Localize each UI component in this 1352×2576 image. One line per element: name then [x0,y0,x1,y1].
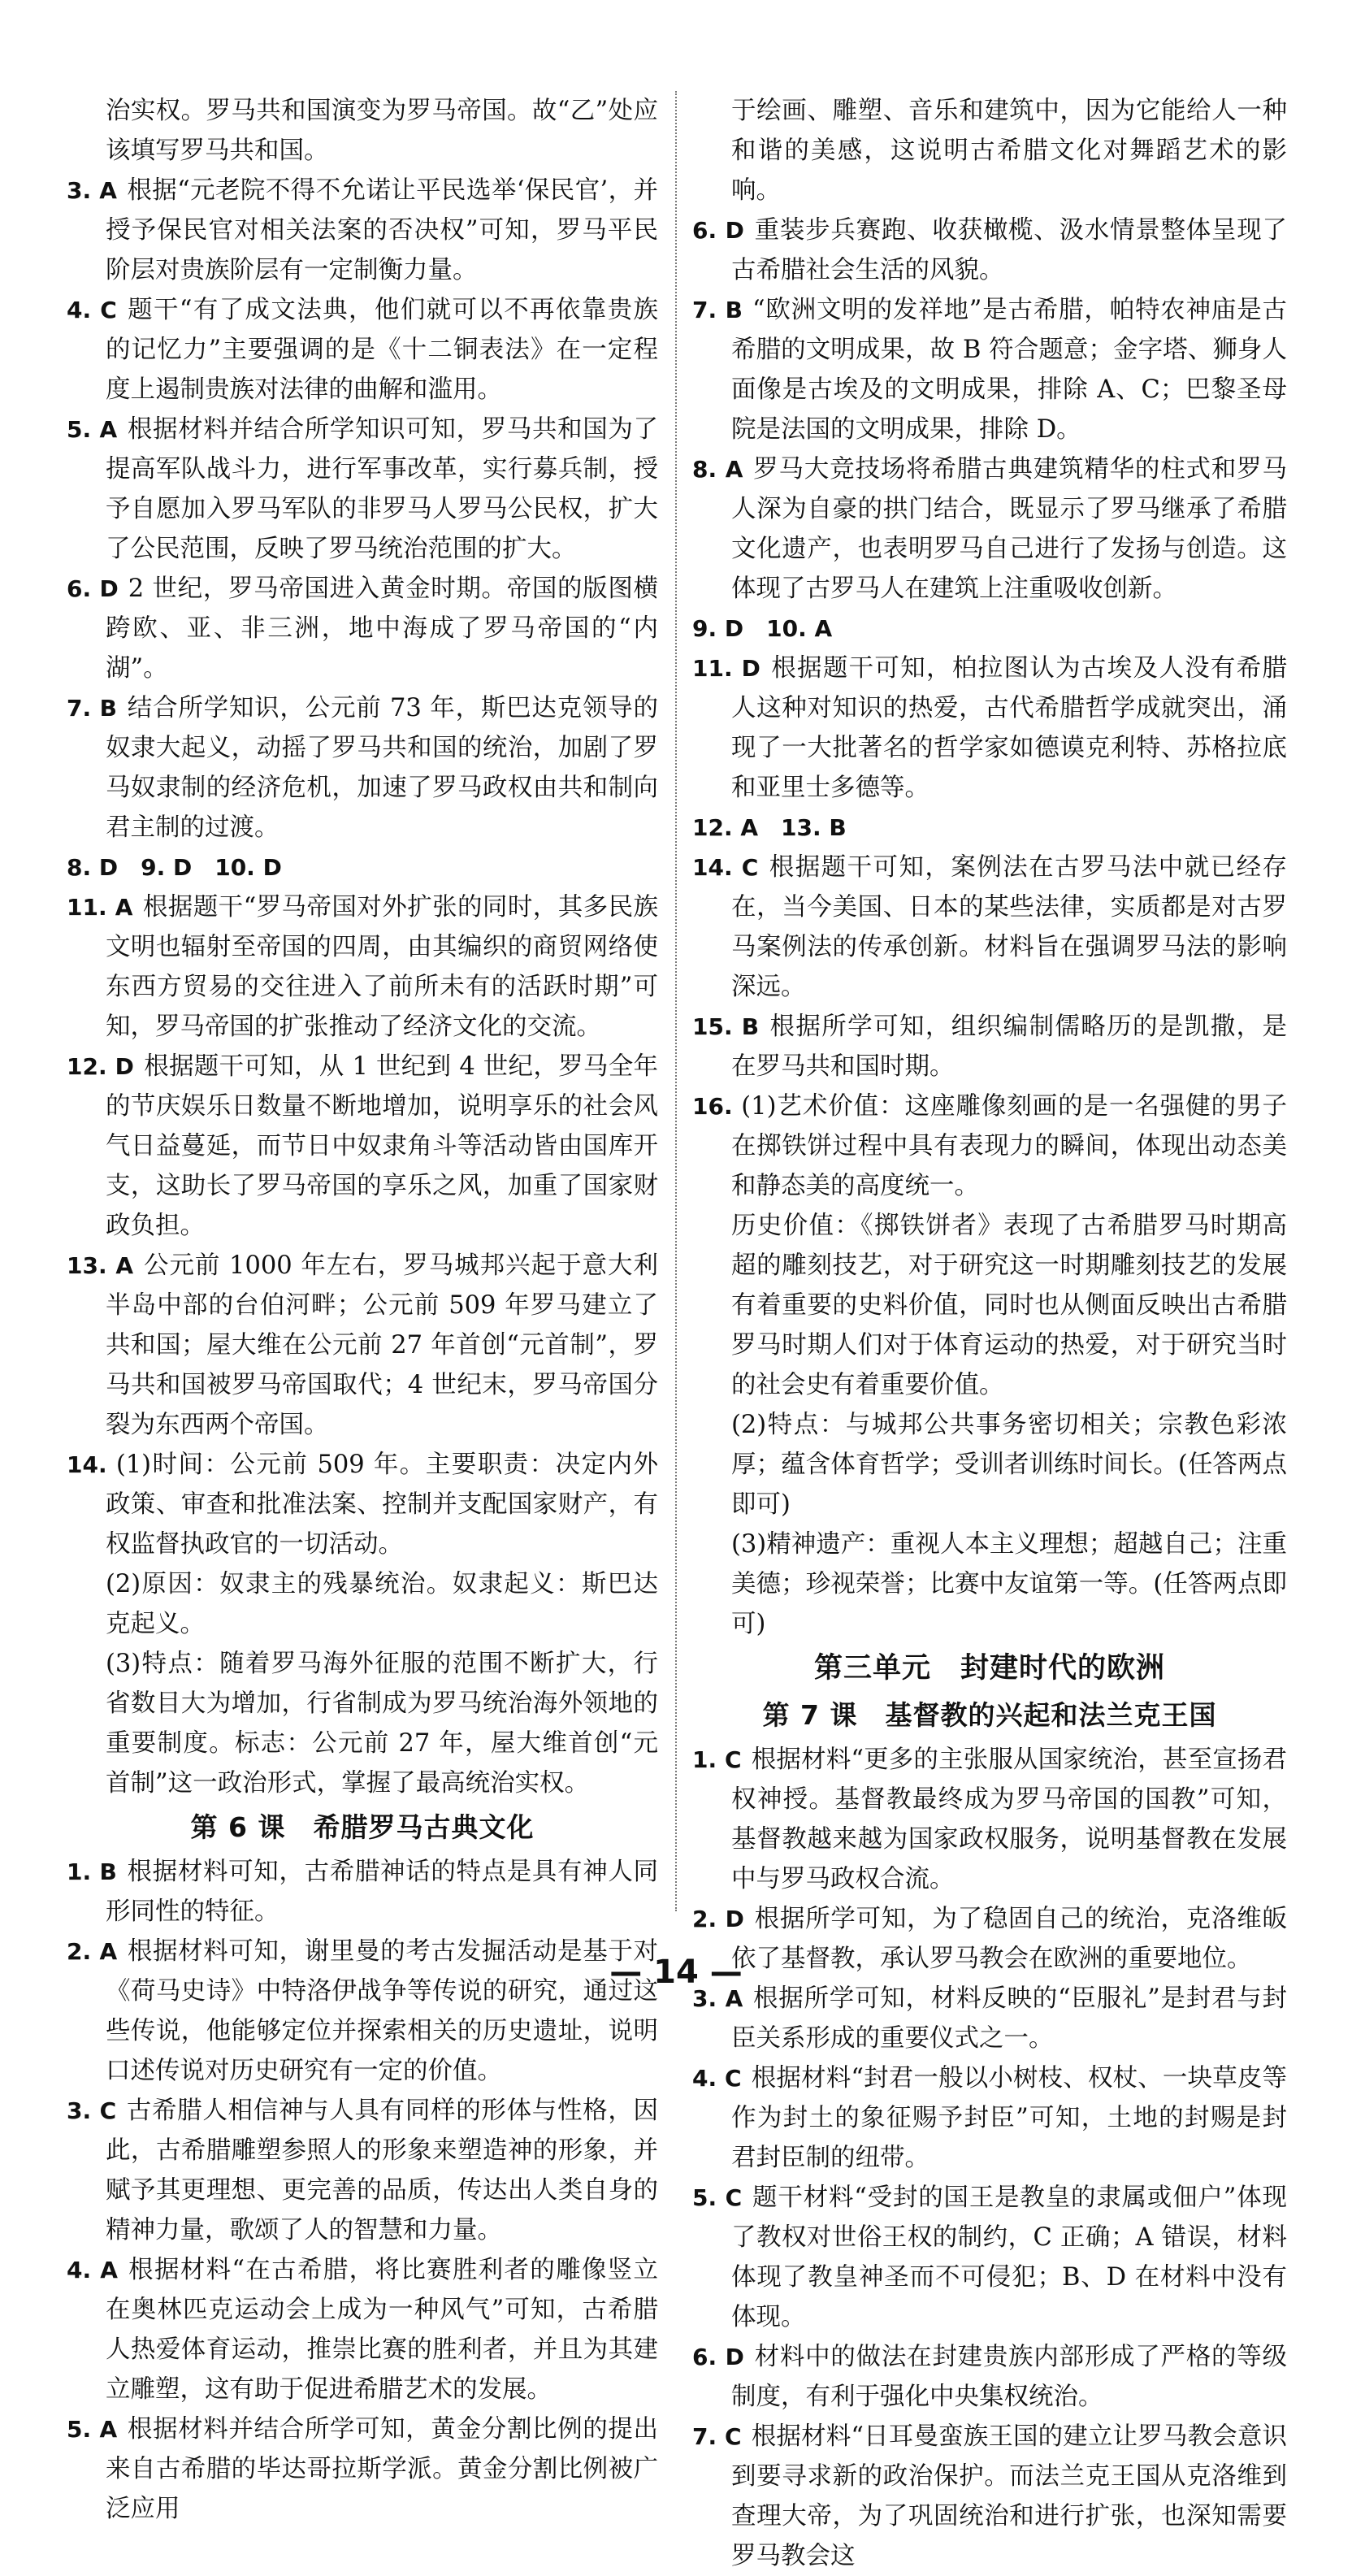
answer-choice: B [741,1013,760,1040]
question-number: 3. [692,1985,726,2012]
lesson-heading: 第 6 课 希腊罗马古典文化 [190,1811,535,1843]
explanation-text: 根据所学可知，为了稳固自己的统治，克洛维皈依了基督教，承认罗马教会在欧洲的重要地位。 [731,1905,1288,1973]
question-number: 11. [692,655,742,682]
right-column [692,91,1287,2576]
answer-item [67,410,658,569]
explanation-text: 根据所学可知，组织编制儒略历的是凯撒，是在罗马共和国时期。 [731,1013,1287,1081]
column-divider [675,91,677,1911]
question-number: 6. [692,2344,726,2370]
answer-item [692,2178,1287,2337]
explanation-text: 根据题干“罗马帝国对外扩张的同时，其多民族文明也辐射至帝国的四周，由其编织的商贸网络使东西方贸易的交往进入了前所未有的活跃时期”可知，罗马帝国的扩张推动了经济文化的交流。 [106,893,658,1041]
answer-choice: D [741,655,760,682]
continuation-text: (3)精神遗产：重视人本主义理想；超越自己；注重美德；珍视荣誉；比赛中友谊第一等。(任答两点即可) [731,1530,1287,1638]
answer-item [67,1445,658,1564]
explanation-text: 材料中的做法在封建贵族内部形成了严格的等级制度，有利于强化中央集权统治。 [731,2343,1288,2411]
question-number: 12. [67,1053,115,1080]
explanation-text: 根据题干可知，案例法在古罗马法中就已经存在，当今美国、日本的某些法律，实质都是对古罗马案例法的传承创新。材料旨在强调罗马法的影响深远。 [731,853,1288,1001]
answer-choice: D [725,1906,744,1932]
answer-choice: C [725,1746,742,1773]
question-number: 5. [67,416,100,443]
continuation-text: (3)特点：随着罗马海外征服的范围不断扩大，行省数目大为增加，行省制成为罗马统治海外领地的重要制度。标志：公元前 27 年，屋大维首创“元首制”这一政治形式，掌握了最高统治实权。 [106,1650,658,1798]
answer-item [67,290,658,410]
explanation-text: 结合所学知识，公元前 73 年，斯巴达克领导的奴隶大起义，动摇了罗马共和国的统治，加剧了罗马奴隶制的经济危机，加速了罗马政权由共和制向君主制的过渡。 [106,694,659,842]
explanation-text: 根据材料可知，古希腊神话的特点是具有神人同形同性的特征。 [106,1858,659,1926]
answer-item [692,2337,1287,2417]
answer-item [692,648,1287,808]
continuation-text: 历史价值：《掷铁饼者》表现了古希腊罗马时期高超的雕刻技艺，对于研究这一时期雕刻技艺的发展有着重要的史料价值，同时也从侧面反映出古希腊罗马时期人们对于体育运动的热爱，对于研究当时的社会史有着重要价值。 [731,1212,1287,1399]
answer-item [692,848,1287,1007]
explanation-text: 题干“有了成文法典，他们就可以不再依靠贵族的记忆力”主要强调的是《十二铜表法》在一定程度上遏制贵族对法律的曲解和滥用。 [106,296,658,404]
lesson-heading: 第 7 课 基督教的兴起和法兰克王国 [762,1699,1217,1731]
answer-item [67,569,658,688]
answer-item [67,1047,658,1246]
answer-group [692,609,1287,648]
answer-item [692,449,1287,609]
answer-choice: C [100,297,117,323]
explanation-text: 根据材料“在古希腊，将比赛胜利者的雕像竖立在奥林匹克运动会上成为一种风气”可知，古希腊人热爱体育运动，推崇比赛的胜利者，并且为其建立雕塑，这有助于促进希腊艺术的发展。 [106,2256,658,2404]
answer-item [67,2409,658,2529]
answer-item [67,887,658,1047]
continuation-text: 治实权。罗马共和国演变为罗马帝国。故“乙”处应该填写罗马共和国。 [106,97,658,165]
explanation-text: 根据材料“封君一般以小树枝、权杖、一块草皮等作为封土的象征赐予封臣”可知，土地的封赐是封君封臣制的纽带。 [731,2064,1288,2172]
question-number: 4. [67,2257,101,2283]
unit-heading: 第三单元 封建时代的欧洲 [813,1652,1165,1685]
answer-choice: A [100,2257,118,2283]
question-number: 4. [692,2065,726,2092]
answer-choice: D [115,1053,134,1080]
answer-item [692,210,1287,290]
answer-choice: C [99,2097,117,2124]
explanation-text: 题干材料“受封的国王是教皇的隶属或佃户”体现了教权对世俗王权的制约，C 正确；A 错误，材料体现了教皇神圣而不可侵犯；B、D 在材料中没有体现。 [731,2184,1287,2331]
question-number: 15. [692,1013,742,1040]
answer-choice: C [741,854,759,881]
question-number: 7. [67,695,100,722]
continuation-text: (2)原因：奴隶主的残暴统治。奴隶起义：斯巴达克起义。 [106,1570,658,1638]
explanation-text: 根据所学可知，材料反映的“臣服礼”是封君与封臣关系形成的重要仪式之一。 [731,1984,1287,2053]
question-number: 5. [67,2416,100,2443]
answer-item [692,1740,1287,1899]
question-number: 7. [692,2423,726,2450]
explanation-text: (1)时间：公元前 509 年。主要职责：决定内外政策、审查和批准法案、控制并支配国家财产，有权监督执政官的一切活动。 [106,1451,658,1559]
answer-choice: D [725,217,744,244]
question-number: 6. [692,217,726,244]
explanation-text: 根据题干可知，从 1 世纪到 4 世纪，罗马全年的节庆娱乐日数量不断地增加，说明享乐的社会风气日益蔓延，而节日中奴隶角斗等活动皆由国库开支，这助长了罗马帝国的享乐之风，加重了国家财政负担。 [106,1052,658,1240]
answer-choice: A [99,177,117,204]
question-number: 11. [67,894,115,921]
answer-choice: C [725,2423,742,2450]
answer-choice: D [99,575,119,602]
question-number: 2. [692,1906,726,1932]
explanation-text: 根据材料可知，谢里曼的考古发掘活动是基于对《荷马史诗》中特洛伊战争等传说的研究，通过这些传说，他能够定位并探索相关的历史遗址，说明口述传说对历史研究有一定的价值。 [106,1937,659,2085]
question-number: 1. [692,1746,726,1773]
answer-choice: B [725,297,743,323]
explanation-text: 根据题干可知，柏拉图认为古埃及人没有希腊人这种对知识的热爱，古代希腊哲学成就突出，涌现了一大批著名的哲学家如德谟克利特、苏格拉底和亚里士多德等。 [731,654,1287,802]
answer-item [67,1852,658,1932]
answer-choice: A [725,456,743,483]
answer-choice: A [99,1938,118,1965]
explanation-text: 2 世纪，罗马帝国进入黄金时期。帝国的版图横跨欧、亚、非三洲，地中海成了罗马帝国的“内湖”。 [106,575,658,683]
question-number: 16. [692,1093,742,1120]
answer-item [692,290,1287,449]
explanation-text: (1)艺术价值：这座雕像刻画的是一名强健的男子在掷铁饼过程中具有表现力的瞬间，体现出动态美和静态美的高度统一。 [731,1092,1287,1200]
answer-item [692,2058,1287,2178]
answer-choice: B [99,695,117,722]
explanation-text: 根据材料并结合所学知识可知，罗马共和国为了提高军队战斗力，进行军事改革，实行募兵制，授予自愿加入罗马军队的非罗马人罗马公民权，扩大了公民范围，反映了罗马统治范围的扩大。 [106,415,659,563]
answer-choice: C [725,2065,742,2092]
explanation-text: 公元前 1000 年左右，罗马城邦兴起于意大利半岛中部的台伯河畔；公元前 509 年罗马建立了共和国；屋大维在公元前 27 年首创“元首制”，罗马共和国被罗马帝国取代；4 世纪末，罗马帝国分裂为东西两个帝国。 [106,1251,658,1439]
question-number: 1. [67,1858,100,1885]
answer-group-text: 9. D 10. A [692,615,833,642]
answer-item [692,2417,1287,2576]
answer-item [67,688,658,848]
answer-choice: B [99,1858,117,1885]
explanation-text: 根据材料“日耳曼蛮族王国的建立让罗马教会意识到要寻求新的政治保护。而法兰克王国从克洛维到查理大帝，为了巩固统治和进行扩张，也深知需要罗马教会这 [731,2422,1288,2570]
answer-item [67,1246,658,1445]
answer-group [692,808,1287,848]
answer-item [67,171,658,290]
answer-group-text: 12. A 13. B [692,814,847,841]
question-number: 3. [67,177,100,204]
answer-choice: A [115,894,133,921]
explanation-text: 古希腊人相信神与人具有同样的形体与性格，因此，古希腊雕塑参照人的形象来塑造神的形象，并赋予其更理想、更完善的品质，传达出人类自身的精神力量，歌颂了人的智慧和力量。 [106,2097,659,2244]
answer-item [692,1007,1287,1086]
question-number: 2. [67,1938,100,1965]
question-number: 5. [692,2184,726,2211]
answer-item [67,2250,658,2409]
explanation-text: “欧洲文明的发祥地”是古希腊，帕特农神庙是古希腊的文明成果，故 B 符合题意；金字塔、狮身人面像是古埃及的文明成果，排除 A、C；巴黎圣母院是法国的文明成果，排除 D。 [731,296,1287,444]
left-column [67,91,658,2529]
continuation-text: (2)特点：与城邦公共事务密切相关；宗教色彩浓厚；蕴含体育哲学；受训者训练时间长。(任答两点即可) [731,1411,1287,1519]
explanation-text: 重装步兵赛跑、收获橄榄、汲水情景整体呈现了古希腊社会生活的风貌。 [731,216,1288,284]
answer-choice: A [99,416,118,443]
answer-group-text: 8. D 9. D 10. D [67,854,282,881]
question-number: 14. [67,1451,116,1478]
answer-choice: C [725,2184,743,2211]
answer-group [67,848,658,887]
page-number: — 14 — [609,1954,743,1991]
question-number: 14. [692,854,742,881]
answer-choice: A [725,1985,743,2012]
answer-item [67,2091,658,2250]
explanation-text: 根据材料并结合所学可知，黄金分割比例的提出来自古希腊的毕达哥拉斯学派。黄金分割比例被广泛应用 [106,2415,659,2523]
answer-choice: D [725,2344,744,2370]
answer-item [692,1086,1287,1206]
answer-choice: A [115,1252,133,1279]
question-number: 7. [692,297,726,323]
question-number: 4. [67,297,101,323]
explanation-text: 罗马大竞技场将希腊古典建筑精华的柱式和罗马人深为自豪的拱门结合，既显示了罗马继承了希腊文化遗产，也表明罗马自己进行了发扬与创造。这体现了古罗马人在建筑上注重吸收创新。 [731,455,1287,603]
question-number: 8. [692,456,726,483]
explanation-text: 根据材料“更多的主张服从国家统治，甚至宣扬君权神授。基督教最终成为罗马帝国的国教”可知，基督教越来越为国家政权服务，说明基督教在发展中与罗马政权合流。 [731,1746,1288,1893]
question-number: 13. [67,1252,116,1279]
question-number: 6. [67,575,100,602]
question-number: 3. [67,2097,100,2124]
explanation-text: 根据“元老院不得不允诺让平民选举‘保民官’，并授予保民官对相关法案的否决权”可知，罗马平民阶层对贵族阶层有一定制衡力量。 [106,176,658,284]
continuation-text: 于绘画、雕塑、音乐和建筑中，因为它能给人一种和谐的美感，这说明古希腊文化对舞蹈艺术的影响。 [731,97,1287,205]
answer-choice: A [99,2416,118,2443]
